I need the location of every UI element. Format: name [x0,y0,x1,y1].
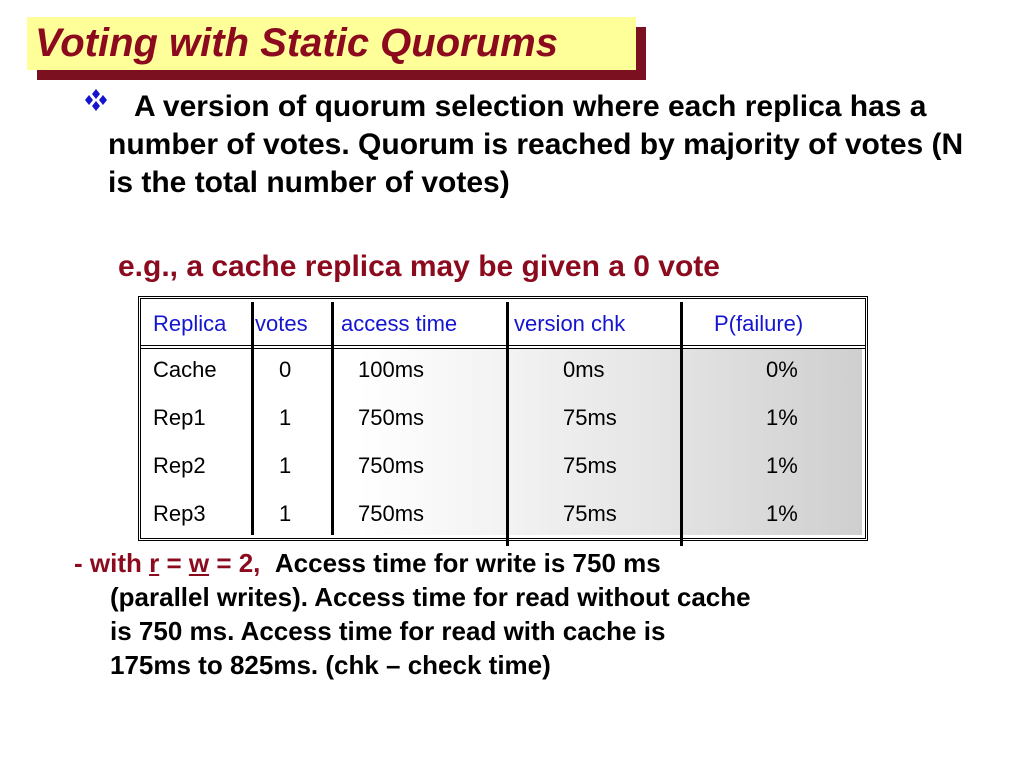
header-access-time: access time [341,311,458,336]
cell-replica: Cache [153,357,217,382]
equals-sign: = [159,548,189,578]
column-divider [680,302,683,546]
slide-title: Voting with Static Quorums [35,21,558,65]
bottom-line-1 [74,546,974,580]
cell-votes: 1 [279,405,292,430]
column-divider [251,302,254,535]
cell-votes: 0 [279,357,292,382]
cell-replica: Rep3 [153,501,206,526]
header-version-chk: version chk [514,311,626,336]
cell-access-time: 100ms [358,357,425,382]
example-text: e.g., a cache replica may be given a 0 vote [118,250,720,283]
cell-access-time: 750ms [358,501,425,526]
cell-p-failure: 1% [766,501,798,526]
equals-two: = 2, [209,548,261,578]
bottom-line-4: 175ms to 825ms. (chk – check time) [110,650,551,680]
cell-version-chk: 75ms [563,501,617,526]
header-separator [141,345,865,349]
header-replica: Replica [153,311,227,336]
r-variable: r [149,548,160,578]
cell-version-chk: 75ms [563,405,617,430]
cell-replica: Rep2 [153,453,206,478]
cell-p-failure: 0% [766,357,798,382]
cell-p-failure: 1% [766,405,798,430]
column-divider [506,302,509,546]
header-votes: votes [255,311,308,336]
bottom-line-2: (parallel writes). Access time for read without cache [110,582,751,612]
write-access-text: Access time for write is 750 ms [274,548,661,578]
cell-version-chk: 0ms [563,357,605,382]
cell-votes: 1 [279,453,292,478]
with-prefix: - with [74,548,150,578]
cell-votes: 1 [279,501,292,526]
cell-access-time: 750ms [358,405,425,430]
cell-version-chk: 75ms [563,453,617,478]
w-variable: w [188,548,210,578]
cell-p-failure: 1% [766,453,798,478]
bottom-line-3: is 750 ms. Access time for read with cache is [110,616,666,646]
header-p-failure: P(failure) [714,311,804,336]
title-box [27,17,636,70]
bottom-paragraph [74,546,974,682]
column-divider [331,302,334,535]
cell-replica: Rep1 [153,405,206,430]
cell-access-time: 750ms [358,453,425,478]
bullet-text: A version of quorum selection where each replica has a number of votes. Quorum is reached by majority of votes (N is the total number of votes) [108,90,964,199]
